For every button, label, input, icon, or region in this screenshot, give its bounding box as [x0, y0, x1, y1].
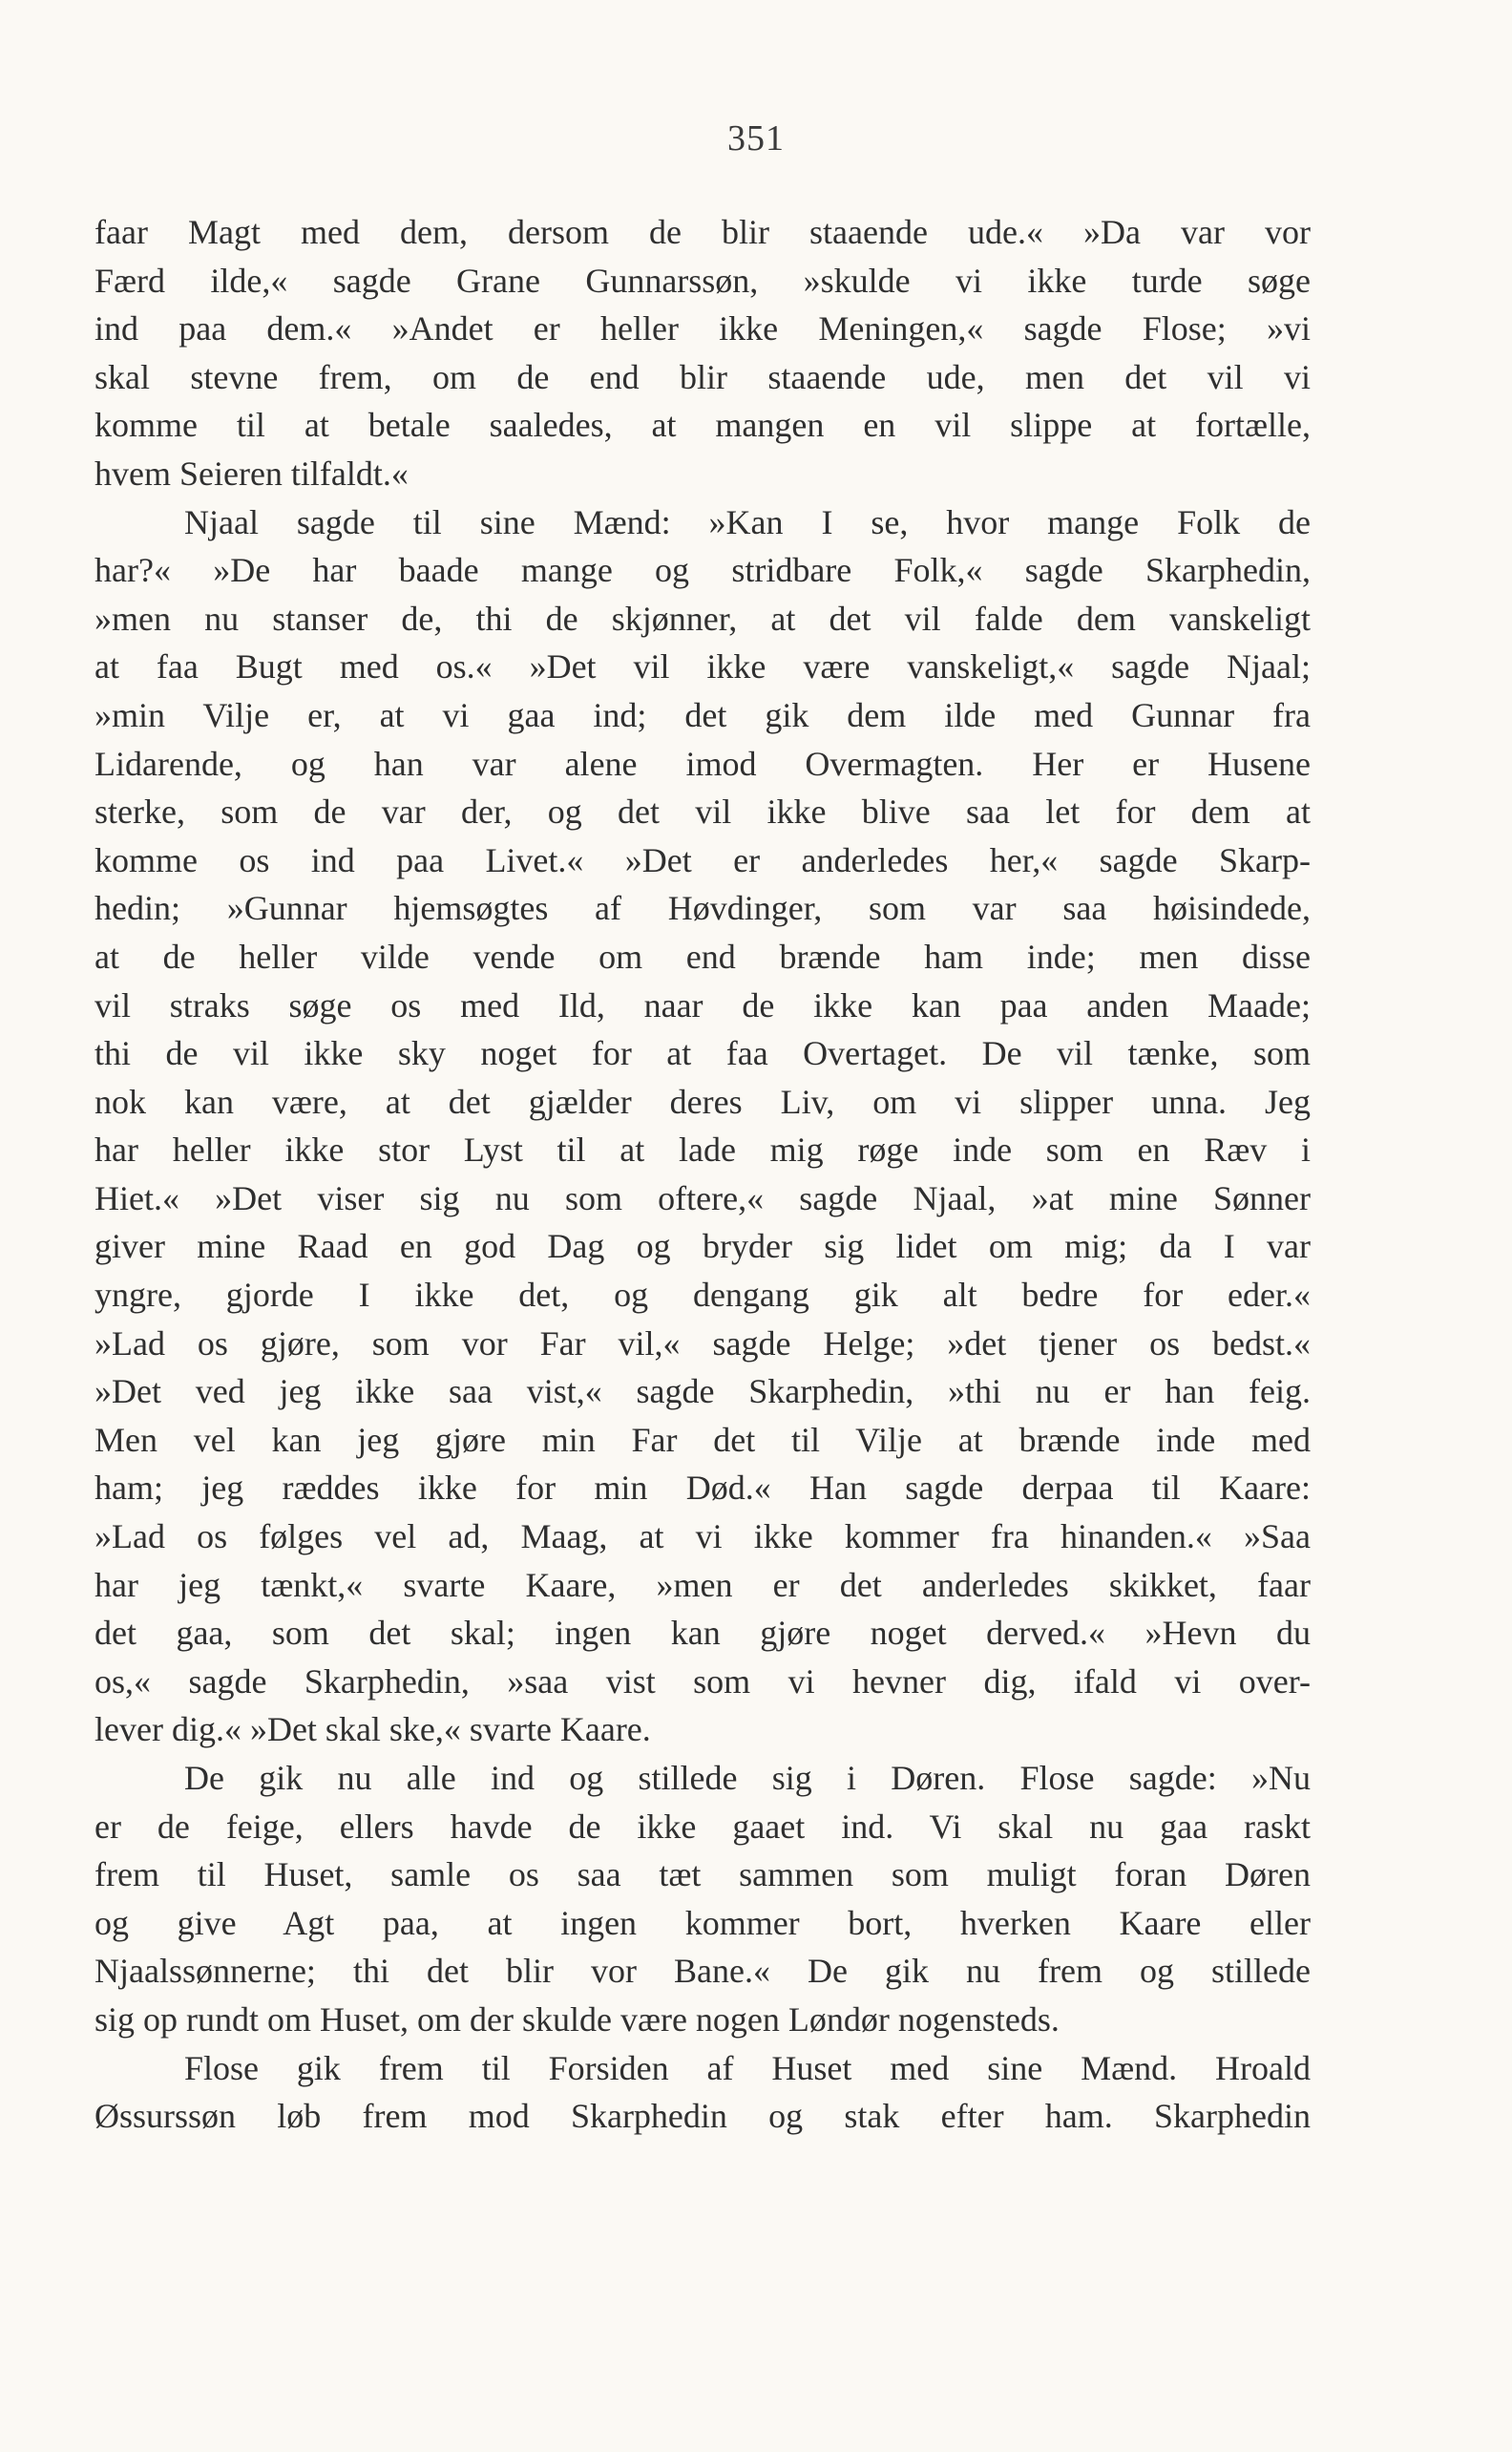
text-line: skal stevne frem, om de end blir staaende ude, men det vil vi — [94, 357, 1311, 396]
text-line: lever dig.« »Det skal ske,« svarte Kaare. — [94, 1710, 651, 1749]
text-line: komme os ind paa Livet.« »Det er anderledes her,« sagde Skarp- — [94, 840, 1311, 879]
text-line: »men nu stanser de, thi de skjønner, at det vil falde dem vanskeligt — [94, 599, 1311, 638]
text-line: hedin; »Gunnar hjemsøgtes af Høvdinger, som var saa høisindede, — [94, 889, 1311, 928]
text-line: Men vel kan jeg gjøre min Far det til Vilje at brænde inde med — [94, 1420, 1311, 1459]
text-line: har heller ikke stor Lyst til at lade mig røge inde som en Ræv i — [94, 1131, 1311, 1170]
text-line: thi de vil ikke sky noget for at faa Overtaget. De vil tænke, som — [94, 1034, 1311, 1073]
text-line: »Lad os følges vel ad, Maag, at vi ikke kommer fra hinanden.« »Saa — [94, 1517, 1311, 1556]
text-line: komme til at betale saaledes, at mangen en vil slippe at fortælle, — [94, 406, 1311, 445]
body-text — [94, 208, 1311, 2141]
text-line: Njaal sagde til sine Mænd: »Kan I se, hvor mange Folk de — [184, 502, 1311, 541]
text-line: »Det ved jeg ikke saa vist,« sagde Skarphedin, »thi nu er han feig. — [94, 1372, 1311, 1411]
text-line: Færd ilde,« sagde Grane Gunnarssøn, »skulde vi ikke turde søge — [94, 261, 1311, 300]
text-line: os,« sagde Skarphedin, »saa vist som vi hevner dig, ifald vi over- — [94, 1661, 1311, 1701]
text-line: hvem Seieren tilfaldt.« — [94, 454, 409, 493]
text-line: »Lad os gjøre, som vor Far vil,« sagde Helge; »det tjener os bedst.« — [94, 1323, 1311, 1363]
text-line: Njaalssønnerne; thi det blir vor Bane.« De gik nu frem og stillede — [94, 1952, 1311, 1991]
text-line: det gaa, som det skal; ingen kan gjøre noget derved.« »Hevn du — [94, 1614, 1311, 1653]
text-line: har?« »De har baade mange og stridbare Folk,« sagde Skarphedin, — [94, 551, 1311, 590]
text-line: ham; jeg ræddes ikke for min Død.« Han sagde derpaa til Kaare: — [94, 1469, 1311, 1508]
text-line: Lidarende, og han var alene imod Overmagten. Her er Husene — [94, 744, 1311, 783]
text-line: og give Agt paa, at ingen kommer bort, hverken Kaare eller — [94, 1903, 1311, 1942]
text-line: er de feige, ellers havde de ikke gaaet ind. Vi skal nu gaa raskt — [94, 1807, 1311, 1846]
text-line: Hiet.« »Det viser sig nu som oftere,« sagde Njaal, »at mine Sønner — [94, 1178, 1311, 1217]
text-line: at de heller vilde vende om end brænde ham inde; men disse — [94, 937, 1311, 976]
text-line: ind paa dem.« »Andet er heller ikke Meningen,« sagde Flose; »vi — [94, 309, 1311, 349]
text-line: yngre, gjorde I ikke det, og dengang gik alt bedre for eder.« — [94, 1276, 1311, 1315]
text-line: sig op rundt om Huset, om der skulde være nogen Løndør nogensteds. — [94, 1999, 1060, 2039]
text-line: vil straks søge os med Ild, naar de ikke kan paa anden Maade; — [94, 985, 1311, 1025]
text-line: faar Magt med dem, dersom de blir staaende ude.« »Da var vor — [94, 213, 1311, 251]
text-line: De gik nu alle ind og stillede sig i Døren. Flose sagde: »Nu — [184, 1759, 1311, 1797]
text-line: at faa Bugt med os.« »Det vil ikke være vanskeligt,« sagde Njaal; — [94, 647, 1311, 687]
page-number: 351 — [727, 118, 785, 159]
text-line: sterke, som de var der, og det vil ikke blive saa let for dem at — [94, 793, 1311, 832]
text-line: har jeg tænkt,« svarte Kaare, »men er det anderledes skikket, faar — [94, 1565, 1311, 1604]
text-line: Flose gik frem til Forsiden af Huset med sine Mænd. Hroald — [184, 2048, 1311, 2087]
text-line: Øssurssøn løb frem mod Skarphedin og stak efter ham. Skarphedin — [94, 2097, 1311, 2136]
text-line: nok kan være, at det gjælder deres Liv, om vi slipper unna. Jeg — [94, 1082, 1311, 1121]
text-line: giver mine Raad en god Dag og bryder sig lidet om mig; da I var — [94, 1227, 1311, 1266]
text-line: »min Vilje er, at vi gaa ind; det gik dem ilde med Gunnar fra — [94, 695, 1311, 734]
text-line: frem til Huset, samle os saa tæt sammen som muligt foran Døren — [94, 1855, 1311, 1894]
